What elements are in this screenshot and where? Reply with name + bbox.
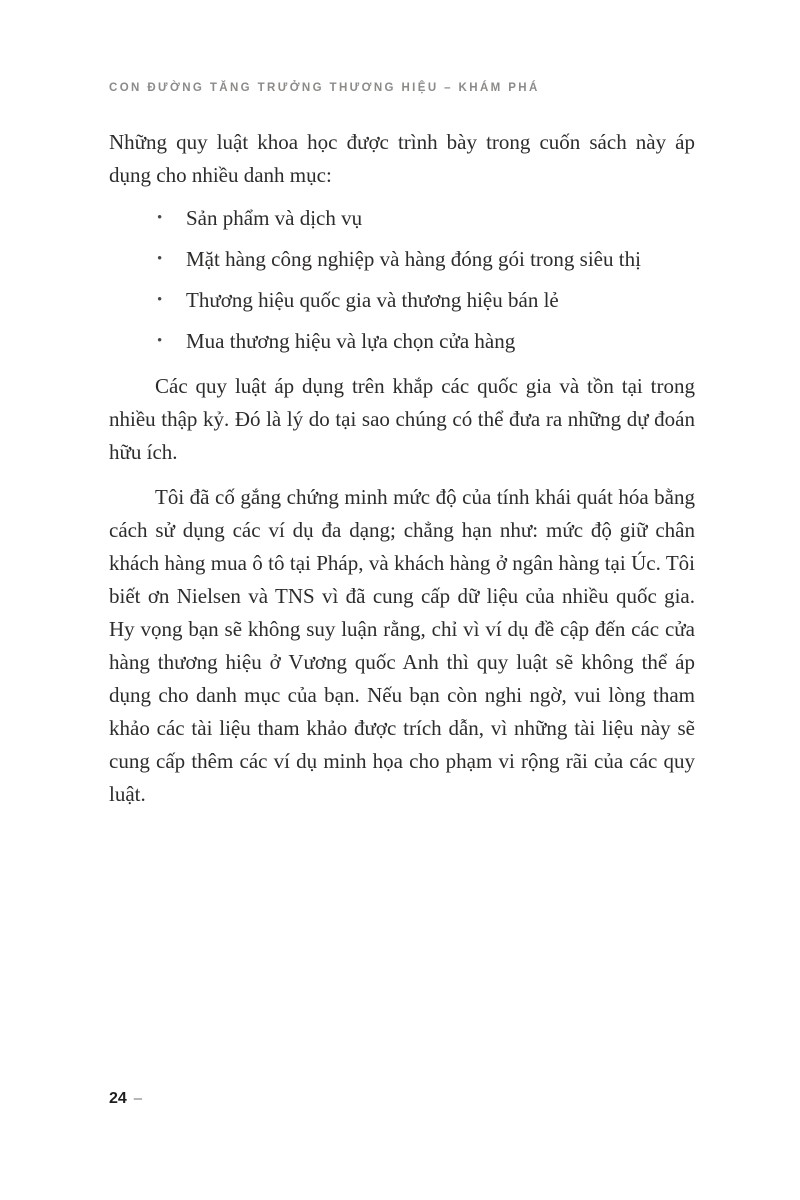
list-item-text: Sản phẩm và dịch vụ <box>186 206 363 230</box>
list-item-text: Thương hiệu quốc gia và thương hiệu bán lẻ <box>186 288 559 312</box>
page-body <box>109 126 695 811</box>
body-paragraph: Các quy luật áp dụng trên khắp các quốc gia và tồn tại trong nhiều thập kỷ. Đó là lý do tại sao chúng có thể đưa ra những dự đoán hữu ích. <box>109 374 695 464</box>
list-item-text: Mặt hàng công nghiệp và hàng đóng gói trong siêu thị <box>186 247 641 271</box>
page-number-dash: – <box>133 1090 143 1107</box>
list-item-text: Mua thương hiệu và lựa chọn cửa hàng <box>186 329 516 353</box>
intro-paragraph: Những quy luật khoa học được trình bày trong cuốn sách này áp dụng cho nhiều danh mục: <box>109 130 695 187</box>
bullet-icon: • <box>157 333 163 349</box>
running-header: CON ĐƯỜNG TĂNG TRƯỞNG THƯƠNG HIỆU – KHÁM PHÁ <box>109 82 540 94</box>
bullet-list <box>109 202 695 358</box>
list-item <box>109 202 695 235</box>
body-paragraph: Tôi đã cố gắng chứng minh mức độ của tính khái quát hóa bằng cách sử dụng các ví dụ đa dạng; chẳng hạn như: mức độ giữ chân khách hàng mua ô tô tại Pháp, và khách hàng ở ngân hàng tại Úc. Tôi biết ơn Nielsen và TNS vì đã cung cấp dữ liệu của nhiều quốc gia. Hy vọng bạn sẽ không suy luận rằng, chỉ vì ví dụ đề cập đến các cửa hàng thương hiệu ở Vương quốc Anh thì quy luật sẽ không thể áp dụng cho danh mục của bạn. Nếu bạn còn nghi ngờ, vui lòng tham khảo các tài liệu tham khảo được trích dẫn, vì những tài liệu này sẽ cung cấp thêm các ví dụ minh họa cho phạm vi rộng rãi của các quy luật. <box>109 485 695 806</box>
list-item <box>109 243 695 276</box>
page-number: 24 <box>109 1090 127 1107</box>
bullet-icon: • <box>157 210 163 226</box>
bullet-icon: • <box>157 292 163 308</box>
page-footer <box>109 1090 142 1108</box>
bullet-icon: • <box>157 251 163 267</box>
list-item <box>109 284 695 317</box>
list-item <box>109 325 695 358</box>
